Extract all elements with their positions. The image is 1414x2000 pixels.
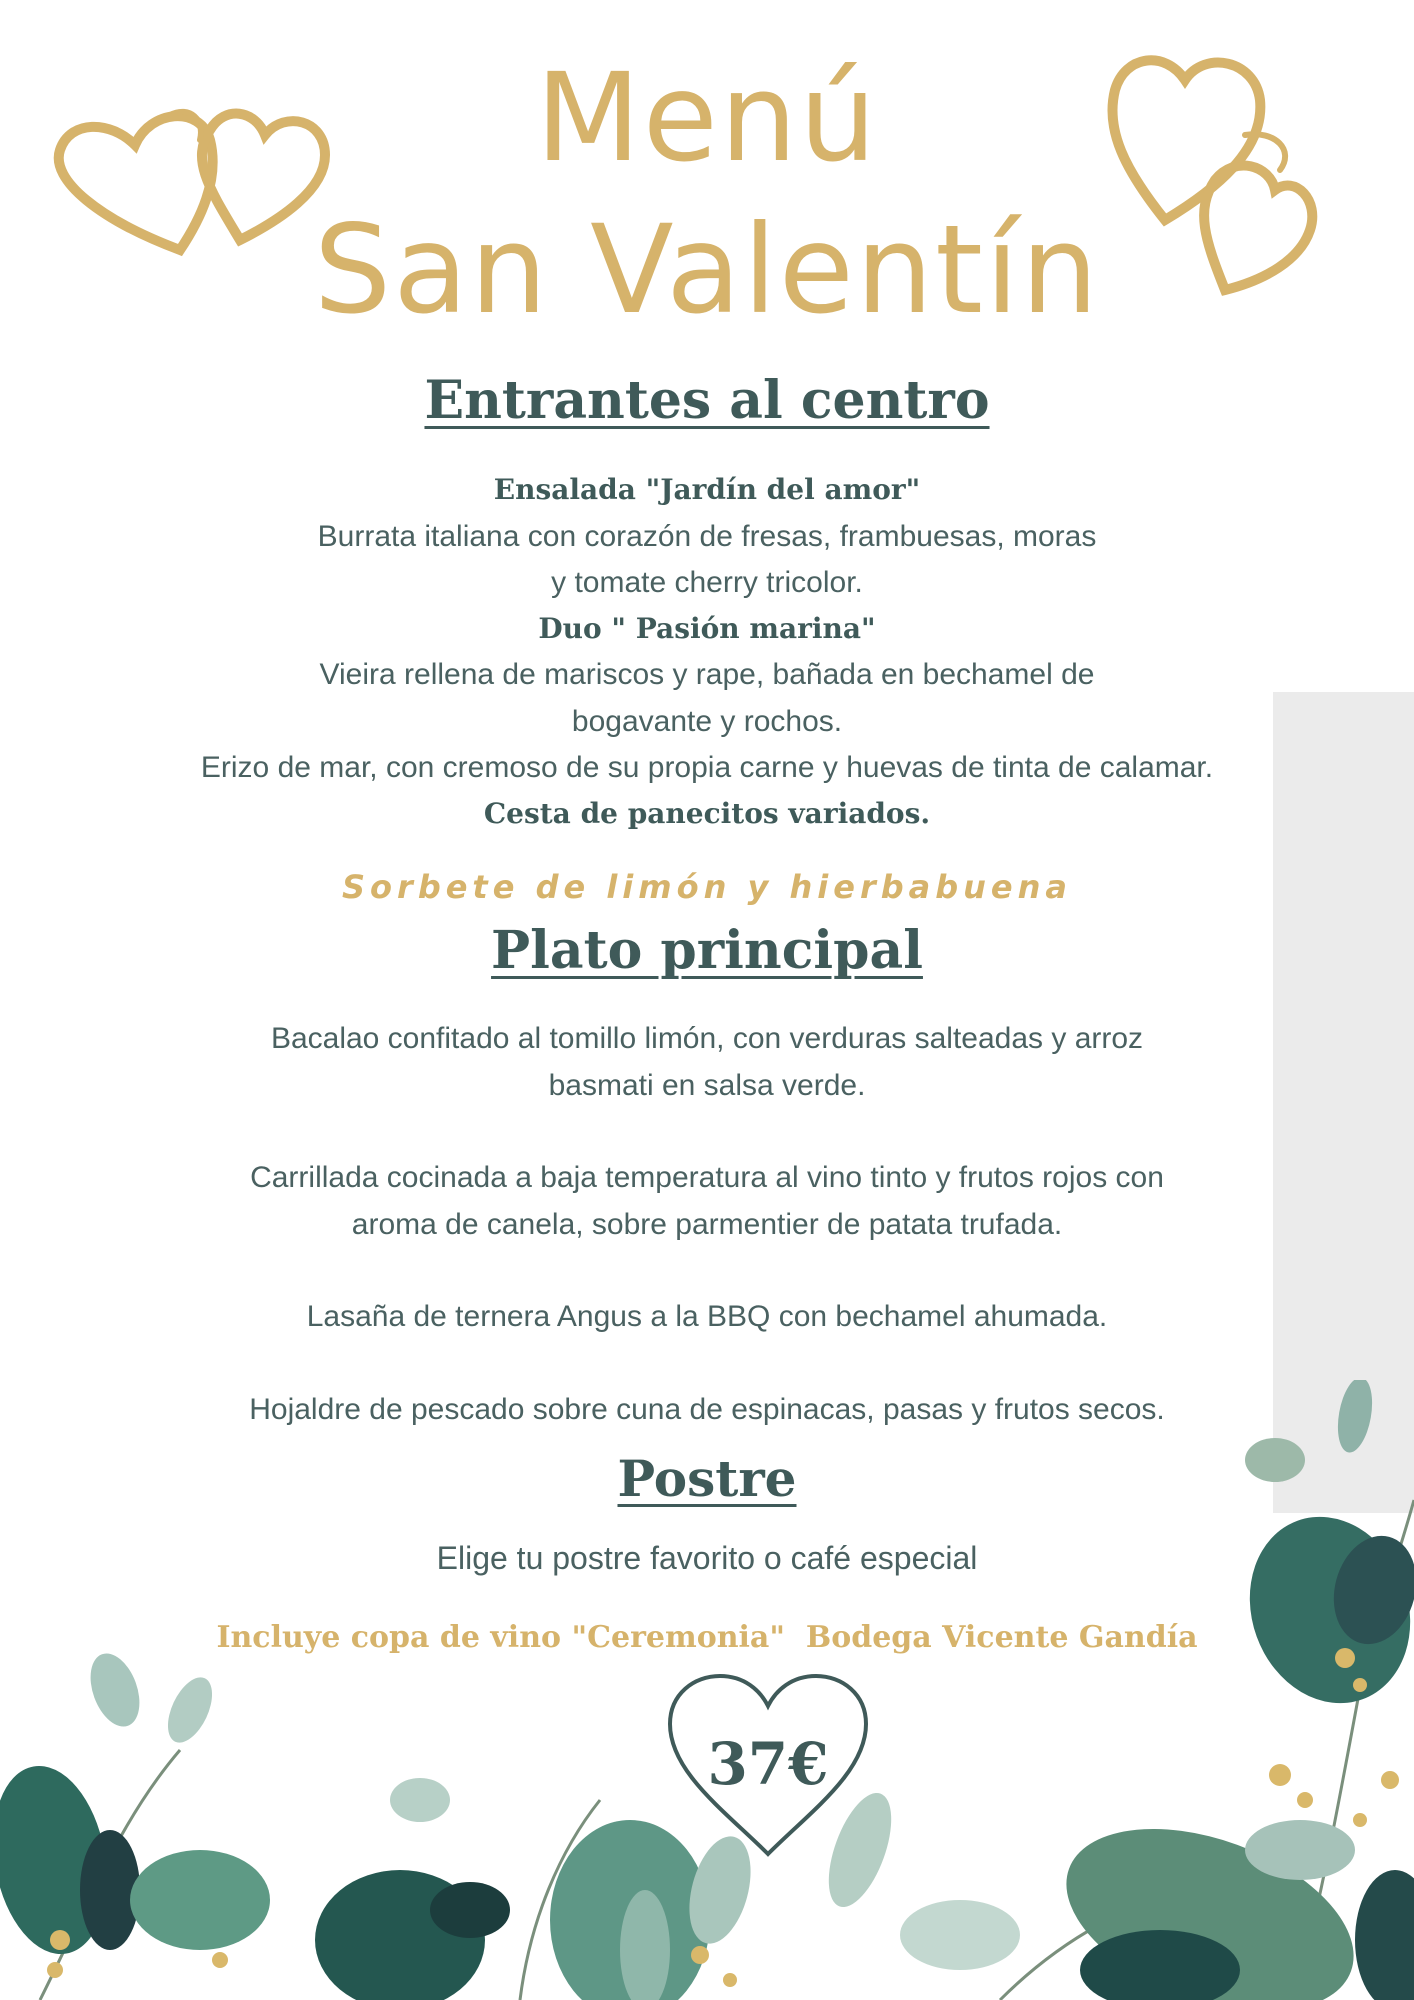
- principal-dish-1-line-1: Bacalao confitado al tomillo limón, con verduras salteadas y arroz: [270, 1022, 1144, 1055]
- wine-note: Incluye copa de vino "Ceremonia" Bodega Vicente Gandía: [216, 1620, 1198, 1655]
- principal-dish-1-line-2: basmati en salsa verde.: [548, 1069, 866, 1102]
- entrante-2-desc-3: Erizo de mar, con cremoso de su propia carne y huevas de tinta de calamar.: [200, 751, 1214, 784]
- eucalyptus-leaves-decoration: [0, 1380, 1414, 2000]
- principal-heading: Plato principal: [491, 920, 923, 981]
- entrante-1-desc-1: Burrata italiana con corazón de fresas, frambuesas, moras: [317, 520, 1097, 553]
- menu-title-line1: Menú: [535, 47, 879, 189]
- principal-dish-2-line-2: aroma de canela, sobre parmentier de patata trufada.: [351, 1208, 1063, 1241]
- entrantes-heading: Entrantes al centro: [424, 370, 990, 431]
- entrantes-extra: Cesta de panecitos variados.: [483, 797, 931, 830]
- postre-text: Elige tu postre favorito o café especial: [436, 1540, 978, 1576]
- principal-dish-3: Lasaña de ternera Angus a la BBQ con bechamel ahumada.: [306, 1300, 1108, 1333]
- entrante-1-name: Ensalada "Jardín del amor": [493, 473, 921, 506]
- price-value: 37€: [707, 1730, 829, 1798]
- principal-dish-2-line-1: Carrillada cocinada a baja temperatura al vino tinto y frutos rojos con: [250, 1161, 1164, 1194]
- entrante-1-desc-2: y tomate cherry tricolor.: [551, 566, 863, 599]
- sorbete-note: Sorbete de limón y hierbabuena: [342, 868, 1072, 906]
- postre-heading: Postre: [617, 1449, 797, 1508]
- entrante-2-desc-1: Vieira rellena de mariscos y rape, bañada en bechamel de: [319, 658, 1095, 691]
- entrante-2-desc-2: bogavante y rochos.: [571, 705, 843, 738]
- entrante-2-name: Duo " Pasión marina": [538, 612, 876, 645]
- menu-title-line2: San Valentín: [313, 199, 1101, 341]
- principal-dish-4: Hojaldre de pescado sobre cuna de espinacas, pasas y frutos secos.: [249, 1393, 1165, 1426]
